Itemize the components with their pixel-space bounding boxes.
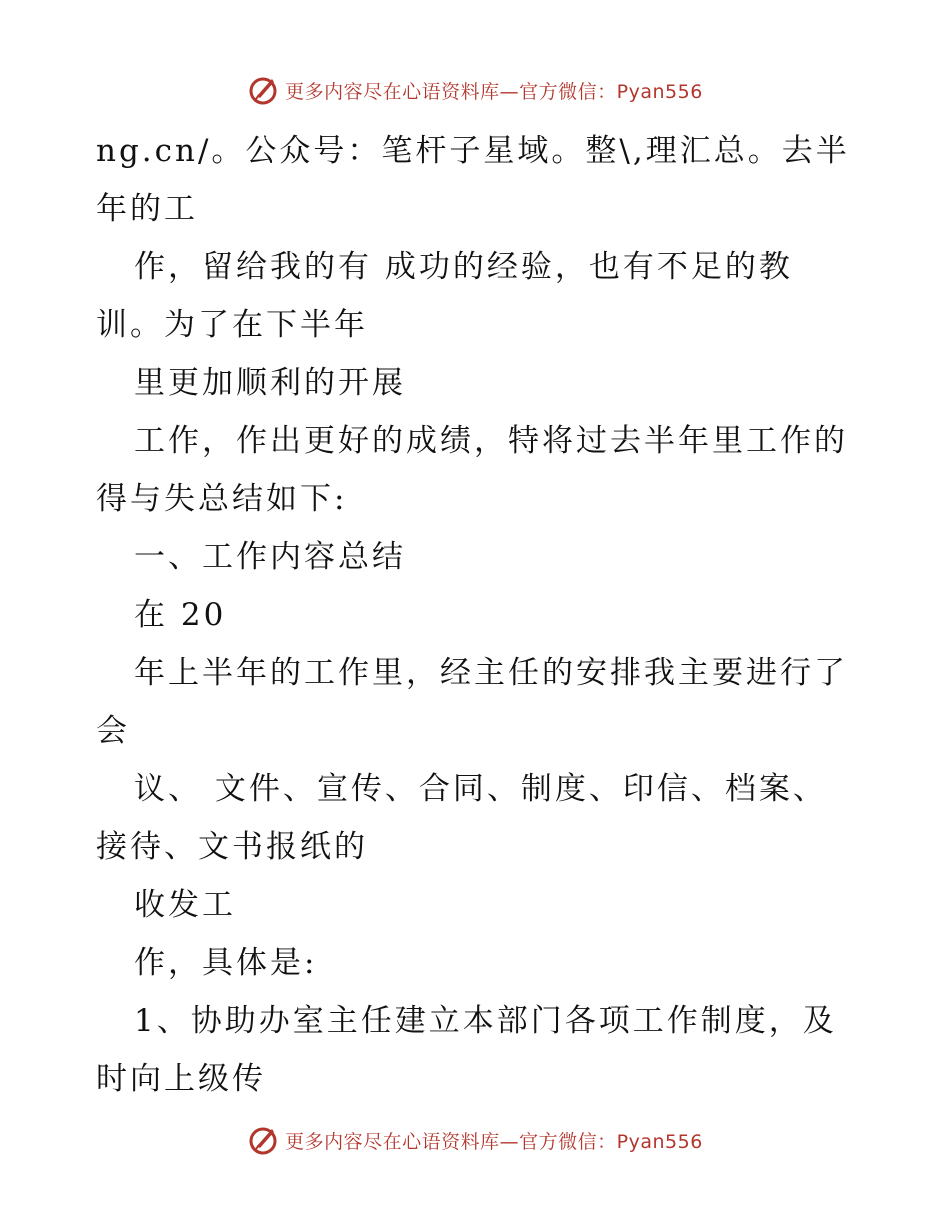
watermark-text: 更多内容尽在心语资料库—官方微信：Pyan556 — [285, 80, 703, 103]
quill-logo-icon — [247, 74, 279, 106]
watermark-text: 更多内容尽在心语资料库—官方微信：Pyan556 — [285, 1130, 703, 1153]
text-line: 里更加顺利的开展 — [134, 365, 406, 401]
list-item: 1、协助办室主任建立本部门各项工作制度，及 — [134, 1003, 837, 1039]
text-line: 接待、文书报纸的 — [96, 829, 368, 865]
text-line: 工作，作出更好的成绩，特将过去半年里工作的 — [134, 423, 848, 459]
text-line: 年的工 — [96, 191, 198, 227]
document-body — [96, 122, 856, 1108]
footer-watermark-banner — [0, 1120, 950, 1160]
text-line: 作，具体是: — [134, 945, 318, 981]
text-line: ng.cn/。公众号：笔杆子星域。整\,理汇总。去半 — [96, 133, 850, 169]
quill-logo-icon — [247, 1124, 279, 1156]
header-watermark-banner — [0, 70, 950, 110]
text-line: 收发工 — [134, 887, 236, 923]
text-line: 会 — [96, 713, 130, 749]
text-line: 训。为了在下半年 — [96, 307, 368, 343]
section-heading: 一、工作内容总结 — [134, 539, 406, 575]
text-line: 在 20 — [134, 597, 227, 633]
text-line: 作，留给我的有 成功的经验，也有不足的教 — [134, 249, 793, 285]
text-line: 议、 文件、宣传、合同、制度、印信、档案、 — [134, 771, 827, 807]
text-line: 年上半年的工作里，经主任的安排我主要进行了 — [134, 655, 848, 691]
text-line: 时向上级传 — [96, 1061, 266, 1097]
text-line: 得与失总结如下: — [96, 481, 348, 517]
